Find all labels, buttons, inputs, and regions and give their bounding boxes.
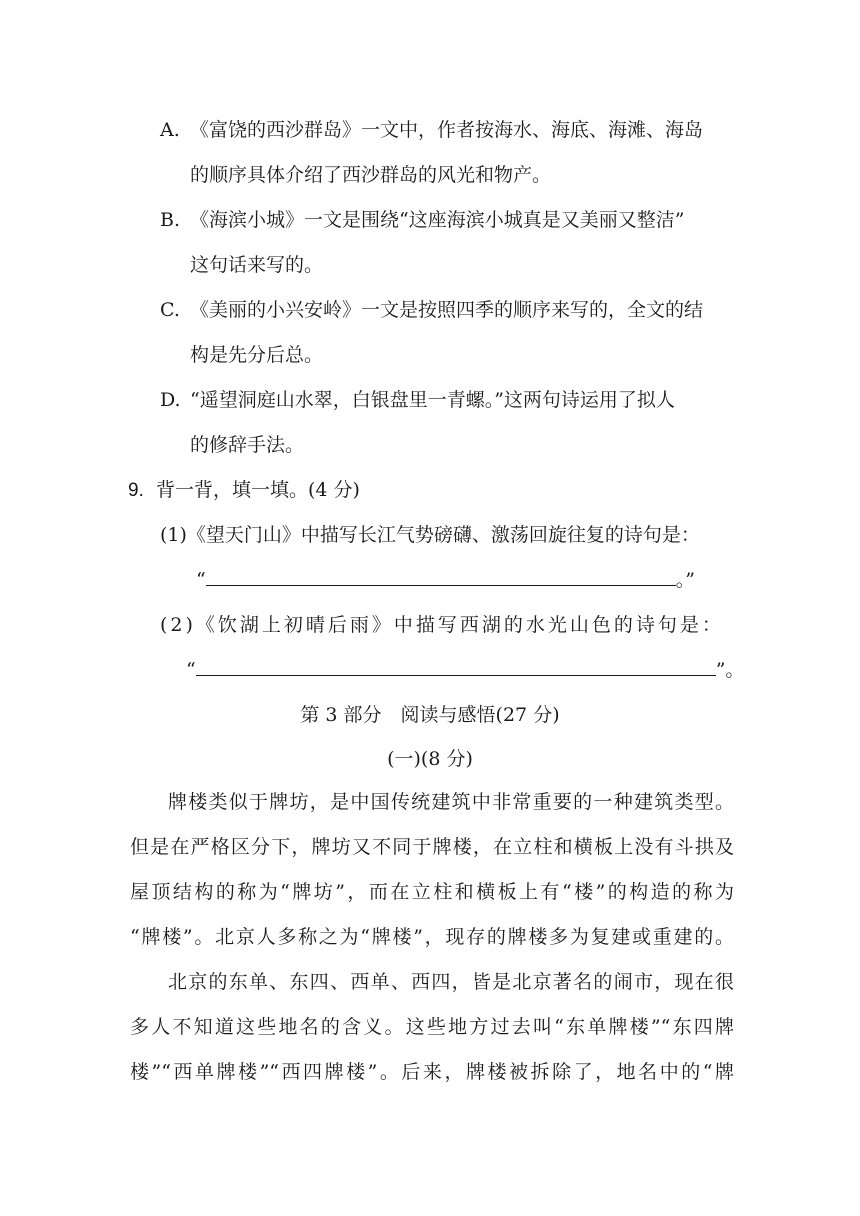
passage-p1-line: 但是在严格区分下，牌坊又不同于牌楼，在立柱和横板上没有斗拱及 — [130, 836, 734, 858]
option-a-line1 — [160, 117, 703, 143]
q9-sub1-text: 《望天门山》中描写长江气势磅礴、激荡回旋往复的诗句是： — [186, 524, 700, 546]
passage-p2-line: 多人不知道这些地名的含义。这些地方过去叫“东单牌楼”“东四牌 — [130, 1016, 734, 1038]
option-d-text-1: “遥望洞庭山水翠，白银盘里一青螺。”这两句诗运用了拟人 — [190, 389, 675, 411]
passage-p1-line: “牌楼”。北京人多称之为“牌楼”，现存的牌楼多为复建或重建的。 — [130, 926, 734, 948]
q9-sub1-open-quote: “ — [196, 569, 206, 591]
option-a-text-2: 的顺序具体介绍了西沙群岛的风光和物产。 — [190, 164, 552, 186]
option-b-line1 — [160, 207, 684, 233]
q9-sub2 — [160, 612, 724, 638]
option-a-letter: A. — [160, 119, 180, 141]
q9-sub2-open-quote: “ — [186, 659, 196, 681]
option-c-text-1: 《美丽的小兴安岭》一文是按照四季的顺序来写的，全文的结 — [190, 299, 704, 321]
q9-sub2-blank[interactable] — [196, 655, 716, 676]
q9-sub1-label: (1) — [160, 524, 187, 546]
option-d-letter: D. — [160, 389, 181, 411]
passage-paragraph-1 — [130, 780, 734, 960]
question-9-text: 背一背，填一填。(4 分) — [156, 479, 360, 501]
q9-sub2-label: (2) — [160, 614, 196, 636]
q9-sub1-answer-line — [196, 565, 695, 593]
option-b-text-2: 这句话来写的。 — [190, 254, 324, 276]
section-title: 第 3 部分 阅读与感悟(27 分) — [300, 704, 560, 726]
section-subtitle: (一)(8 分) — [387, 748, 473, 770]
q9-sub2-close-quote: ”。 — [715, 659, 745, 681]
q9-sub1 — [160, 522, 700, 548]
q9-sub2-answer-line — [186, 655, 744, 683]
option-b-letter: B. — [160, 209, 181, 231]
passage-p1-line: 牌楼类似于牌坊，是中国传统建筑中非常重要的一种建筑类型。 — [168, 791, 734, 813]
passage-p1-line: 屋顶结构的称为“牌坊”，而在立柱和横板上有“楼”的构造的称为 — [130, 881, 734, 903]
option-c-letter: C. — [160, 299, 180, 321]
q9-sub2-text: 《饮湖上初晴后雨》中描写西湖的水光山色的诗句是： — [195, 614, 724, 636]
option-c-text-2: 构是先分后总。 — [190, 344, 324, 366]
option-b-text-1: 《海滨小城》一文是围绕“这座海滨小城真是又美丽又整洁” — [190, 209, 685, 231]
option-d-line1 — [160, 387, 675, 413]
passage-p2-line: 北京的东单、东四、西单、西四，皆是北京著名的闹市，现在很 — [168, 971, 734, 993]
question-9-number: 9. — [128, 480, 144, 501]
option-c-line1 — [160, 297, 703, 323]
passage-p2-line: 楼”“西单牌楼”“西四牌楼”。后来，牌楼被拆除了，地名中的“牌 — [130, 1061, 734, 1083]
passage-paragraph-2 — [130, 960, 734, 1095]
option-a-text-1: 《富饶的西沙群岛》一文中，作者按海水、海底、海滩、海岛 — [190, 119, 704, 141]
q9-sub1-close-quote: 。” — [675, 569, 695, 591]
question-9 — [128, 477, 360, 504]
option-d-text-2: 的修辞手法。 — [190, 434, 305, 456]
q9-sub1-blank[interactable] — [206, 565, 676, 586]
